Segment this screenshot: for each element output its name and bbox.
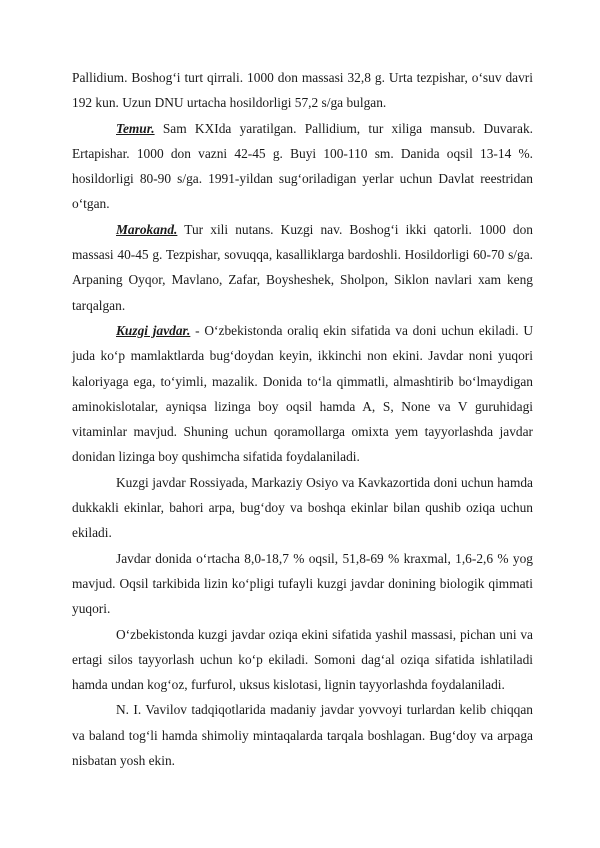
paragraph-text: Tur xili nutans. Kuzgi nav. Boshog‘i ikki qatorli. 1000 don massasi 40-45 g. Tezpishar, sovuqqa, kasalliklarga bardoshli. Hosildorligi 60-70 s/ga. Arpaning Oyqor, Mavlano, Zafar, Boysheshek, Sholpon, Siklon navlari xam keng tarqalgan. — [72, 221, 533, 313]
paragraph-kuzgi-javdar — [72, 318, 533, 470]
variety-term-marokand: Marokand. — [116, 221, 178, 237]
variety-term-temur: Temur. — [116, 120, 155, 136]
paragraph-text: Sam KXIda yaratilgan. Pallidium, tur xiliga mansub. Duvarak. Ertapishar. 1000 don vazni 42-45 g. Buyi 100-110 sm. Danida oqsil 13-14 %. hosildorligi 80-90 s/ga. 1991-yildan sug‘oriladigan yerlar uchun Davlat reestridan o‘tgan. — [72, 120, 533, 212]
document-page — [72, 65, 533, 773]
section-term-kuzgi-javdar: Kuzgi javdar. — [116, 322, 191, 338]
paragraph-regions — [72, 470, 533, 546]
paragraph-pallidium-continuation — [72, 65, 533, 116]
paragraph-text: Kuzgi javdar Rossiyada, Markaziy Osiyo va Kavkazortida doni uchun hamda dukkakli ekinlar, bahori arpa, bug‘doy va boshqa ekinlar bilan qushib oziqa uchun ekiladi. — [72, 474, 533, 541]
paragraph-temur — [72, 116, 533, 217]
paragraph-marokand — [72, 217, 533, 318]
paragraph-text: Pallidium. Boshog‘i turt qirrali. 1000 don massasi 32,8 g. Urta tezpishar, o‘suv davri 192 kun. Uzun DNU urtacha hosildorligi 57,2 s/ga bulgan. — [72, 70, 533, 111]
paragraph-composition — [72, 546, 533, 622]
paragraph-text: O‘zbekistonda kuzgi javdar oziqa ekini sifatida yashil massasi, pichan uni va ertagi silos tayyorlash uchun ko‘p ekiladi. Somoni dag‘al oziqa sifatida ishlatiladi hamda undan kog‘oz, furfurol, uksus kislotasi, lignin tayyorlashda foydalaniladi. — [72, 626, 533, 693]
paragraph-text: N. I. Vavilov tadqiqotlarida madaniy javdar yovvoyi turlardan kelib chiqqan va baland tog‘li hamda shimoliy mintaqalarda tarqala boshlagan. Bug‘doy va arpaga nisbatan yosh ekin. — [72, 702, 533, 769]
paragraph-vavilov — [72, 697, 533, 773]
paragraph-text: Javdar donida o‘rtacha 8,0-18,7 % oqsil, 51,8-69 % kraxmal, 1,6-2,6 % yog mavjud. Oqsil tarkibida lizin ko‘pligi tufayli kuzgi javdar donining biologik qimmati yuqori. — [72, 550, 533, 617]
paragraph-uzbekistan-use — [72, 622, 533, 698]
paragraph-text: - O‘zbekistonda oraliq ekin sifatida va doni uchun ekiladi. U juda ko‘p mamlaktlarda bug‘doydan keyin, ikkinchi non ekini. Javdar noni yuqori kaloriyaga ega, to‘yimli, mazalik. Donida to‘la qimmatli, almashtirib bo‘lmaydigan aminokislotalar, ayniqsa lizinga boy oqsil hamda A, S, None va V guruhidagi vitaminlar mavjud. Shuning uchun qoramollarga omixta yem tayyorlashda javdar donidan lizinga boy qushimcha sifatida foydalaniladi. — [72, 322, 533, 465]
